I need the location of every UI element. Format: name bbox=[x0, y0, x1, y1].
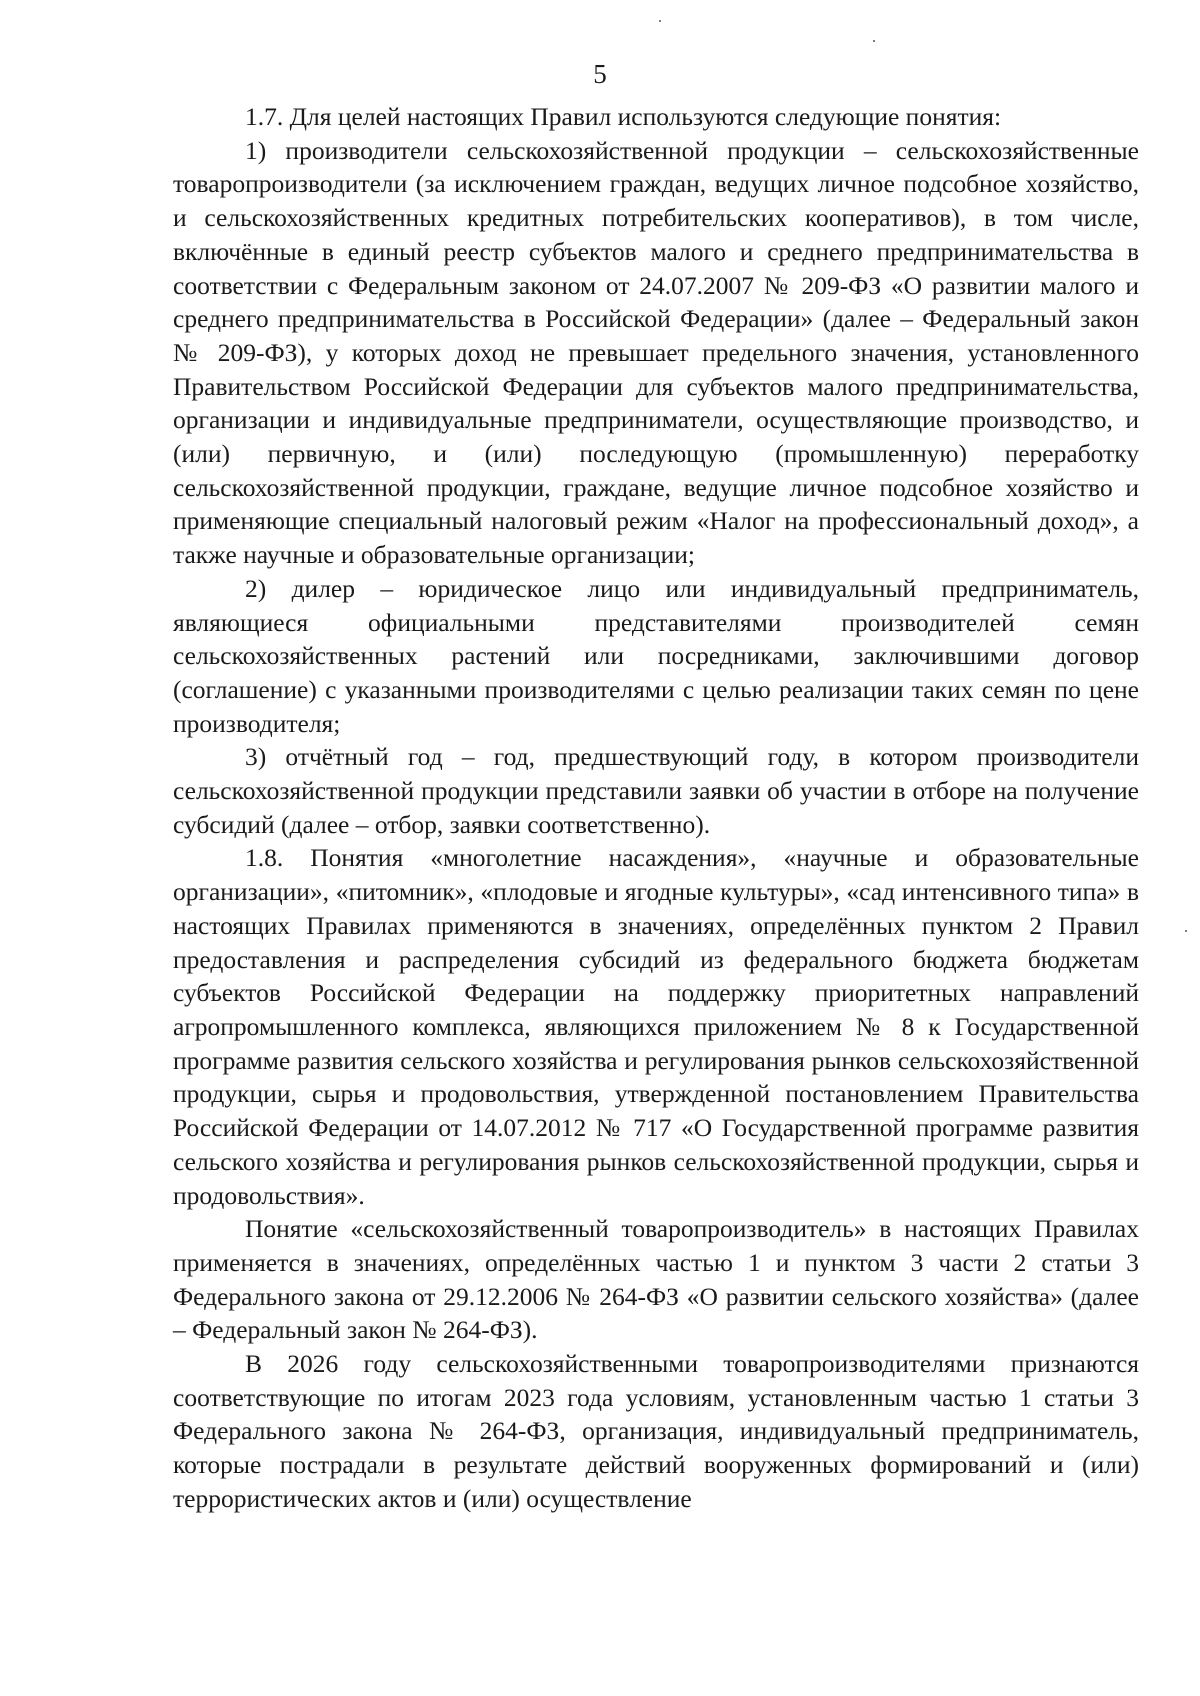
document-body bbox=[173, 100, 1139, 1516]
paragraph-1-7-intro: 1.7. Для целей настоящих Правил используются следующие понятия: bbox=[245, 102, 1002, 131]
paragraph-agricultural-producer-concept: Понятие «сельскохозяйственный товаропроизводитель» в настоящих Правилах применяется в значениях, определённых частью 1 и пунктом 3 части 2 статьи 3 Федерального закона от 29.12.2006 № 264-ФЗ «О развитии сельского хозяйства» (далее – Федеральный закон № 264-ФЗ). bbox=[173, 1214, 1139, 1345]
scan-speck bbox=[1185, 930, 1187, 932]
paragraph-definition-producers: 1) производители сельскохозяйственной продукции – сельскохозяйственные товаропроизводители (за исключением граждан, ведущих личное подсобное хозяйство, и сельскохозяйственных кредитных потребительских кооперативов), в том числе, включённые в единый реестр субъектов малого и среднего предпринимательства в соответствии с Федеральным законом от 24.07.2007 № 209-ФЗ «О развитии малого и среднего предпринимательства в Российской Федерации» (далее – Федеральный закон № 209-ФЗ), у которых доход не превышает предельного значения, установленного Правительством Российской Федерации для субъектов малого предпринимательства, организации и индивидуальные предприниматели, осуществляющие производство, и (или) первичную, и (или) последующую (промышленную) переработку сельскохозяйственной продукции, граждане, ведущие личное подсобное хозяйство и применяющие специальный налоговый режим «Налог на профессиональный доход», а также научные и образовательные организации; bbox=[173, 135, 1139, 570]
paragraph-2026-producers: В 2026 году сельскохозяйственными товаропроизводителями признаются соответствующие по итогам 2023 года условиям, установленным частью 1 статьи 3 Федерального закона № 264-ФЗ, организация, индивидуальный предприниматель, которые пострадали в результате действий вооруженных формирований и (или) террористических актов и (или) осуществление bbox=[173, 1349, 1139, 1513]
page-number: 5 bbox=[593, 59, 607, 89]
scan-speck bbox=[659, 20, 661, 22]
paragraph-1-8-concepts: 1.8. Понятия «многолетние насаждения», «научные и образовательные организации», «питомник», «плодовые и ягодные культуры», «сад интенсивного типа» в настоящих Правилах применяются в значениях, определённых пунктом 2 Правил предоставления и распределения субсидий из федерального бюджета бюджетам субъектов Российской Федерации на поддержку приоритетных направлений агропромышленного комплекса, являющихся приложением № 8 к Государственной программе развития сельского хозяйства и регулирования рынков сельскохозяйственной продукции, сырья и продовольствия, утвержденной постановлением Правительства Российской Федерации от 14.07.2012 № 717 «О Государственной программе развития сельского хозяйства и регулирования рынков сельскохозяйственной продукции, сырья и продовольствия». bbox=[173, 843, 1139, 1210]
paragraph-definition-dealer: 2) дилер – юридическое лицо или индивидуальный предприниматель, являющиеся официальными представителями производителей семян сельскохозяйственных растений или посредниками, заключившими договор (соглашение) с указанными производителями с целью реализации таких семян по цене производителя; bbox=[173, 573, 1139, 738]
scan-speck bbox=[873, 40, 875, 42]
paragraph-definition-reporting-year: 3) отчётный год – год, предшествующий году, в котором производители сельскохозяйственной продукции представили заявки об участии в отборе на получение субсидий (далее – отбор, заявки соответственно). bbox=[173, 742, 1139, 839]
